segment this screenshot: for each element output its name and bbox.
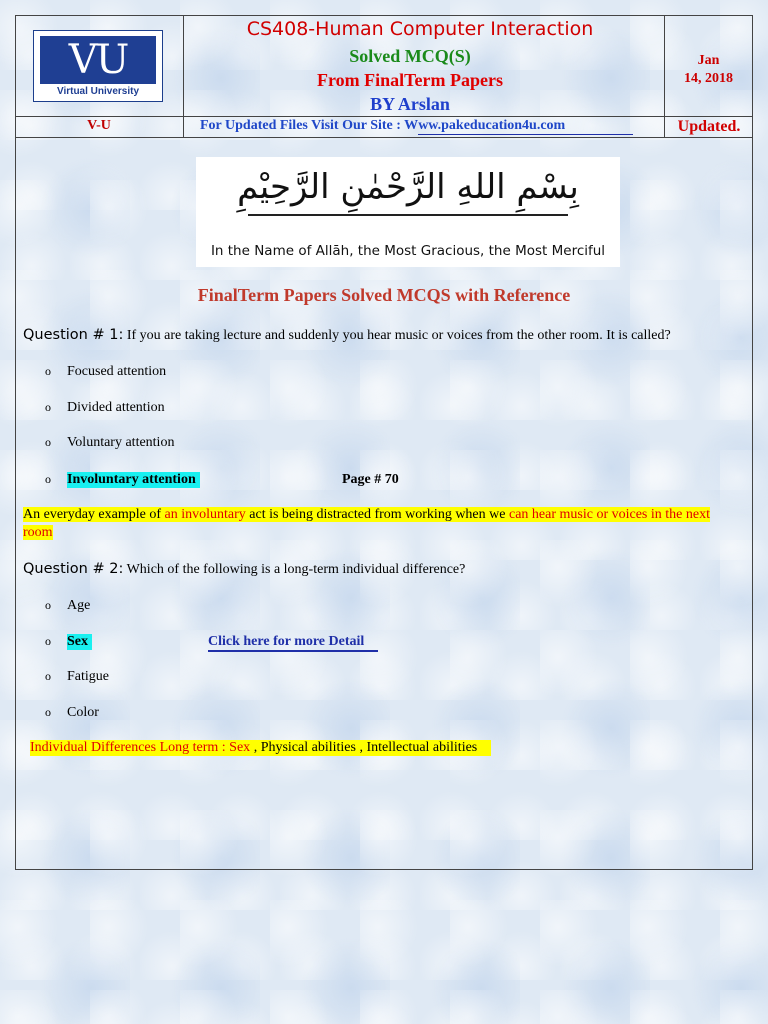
bullet-icon: o bbox=[45, 705, 51, 719]
header-divider bbox=[15, 116, 753, 117]
option-involuntary-attention-answer bbox=[45, 472, 200, 488]
more-detail-link[interactable]: Click here for more Detail bbox=[208, 634, 378, 652]
reference-text: act is being distracted from working when we bbox=[245, 507, 509, 522]
reference-text: An everyday example of bbox=[23, 507, 165, 522]
site-notice-text: For Updated Files Visit Our Site : W bbox=[200, 118, 419, 133]
option-sex-answer bbox=[45, 634, 92, 650]
answer-highlight: Involuntary attention bbox=[67, 472, 200, 488]
bismillah-english: In the Name of Allāh, the Most Gracious, the Most Merciful bbox=[210, 243, 606, 259]
reference-highlight: Individual Differences Long term : Sex bbox=[30, 740, 251, 755]
option-color bbox=[45, 705, 99, 721]
document-date bbox=[666, 52, 751, 88]
bismillah-arabic: بِسْمِ اللهِ الرَّحْمٰنِ الرَّحِيْمِ bbox=[237, 167, 579, 207]
option-label: Fatigue bbox=[67, 669, 109, 684]
logo-mark: VU bbox=[40, 36, 156, 84]
reference-text: , Physical abilities , Intellectual abilities bbox=[250, 740, 478, 755]
site-url-link[interactable]: ww.pakeducation4u.com bbox=[418, 118, 633, 135]
date-day-year: 14, 2018 bbox=[684, 71, 733, 86]
bullet-icon: o bbox=[45, 598, 51, 612]
question-text: If you are taking lecture and suddenly you hear music or voices from the other room. It is called? bbox=[126, 328, 671, 343]
bullet-icon: o bbox=[45, 435, 51, 449]
bullet-icon: o bbox=[45, 634, 51, 648]
section-heading: FinalTerm Papers Solved MCQS with Reference bbox=[197, 285, 571, 305]
option-label: Color bbox=[67, 705, 99, 720]
question-label: Question # 2: bbox=[23, 561, 124, 577]
logo-text: Virtual University bbox=[56, 86, 140, 97]
bismillah-banner bbox=[196, 157, 620, 267]
info-row-divider bbox=[15, 137, 753, 138]
subtitle-author: BY Arslan bbox=[370, 94, 450, 114]
option-fatigue bbox=[45, 669, 109, 685]
option-focused-attention bbox=[45, 364, 166, 380]
bullet-icon: o bbox=[45, 400, 51, 414]
option-label: Focused attention bbox=[67, 364, 167, 379]
answer-highlight: Sex bbox=[67, 634, 92, 650]
question-1 bbox=[23, 327, 671, 344]
question-2 bbox=[23, 561, 465, 578]
subtitle-source: From FinalTerm Papers bbox=[317, 70, 503, 90]
bullet-icon: o bbox=[45, 472, 51, 486]
question-text: Which of the following is a long-term individual difference? bbox=[126, 562, 466, 577]
bullet-icon: o bbox=[45, 364, 51, 378]
calligraphy-stroke bbox=[248, 214, 568, 216]
site-notice bbox=[200, 118, 633, 135]
option-label: Divided attention bbox=[67, 400, 165, 415]
virtual-university-logo bbox=[33, 30, 163, 102]
question-1-reference bbox=[23, 506, 735, 542]
question-2-reference bbox=[30, 740, 491, 756]
reference-highlight: an involuntary bbox=[164, 507, 246, 522]
vu-label: V-U bbox=[87, 118, 111, 133]
date-month: Jan bbox=[697, 53, 720, 68]
option-label: Age bbox=[67, 598, 91, 613]
option-divided-attention bbox=[45, 400, 165, 416]
option-voluntary-attention bbox=[45, 435, 174, 451]
question-label: Question # 1: bbox=[23, 327, 124, 343]
subtitle-solved-mcqs: Solved MCQ(S) bbox=[349, 46, 471, 66]
reference-highlight: can hear music or voices in the next room bbox=[23, 507, 710, 540]
bullet-icon: o bbox=[45, 669, 51, 683]
page-reference: Page # 70 bbox=[342, 472, 399, 487]
document-title: CS408-Human Computer Interaction bbox=[246, 18, 594, 40]
option-age bbox=[45, 598, 90, 614]
updated-label: Updated. bbox=[677, 118, 741, 135]
option-label: Voluntary attention bbox=[67, 435, 175, 450]
